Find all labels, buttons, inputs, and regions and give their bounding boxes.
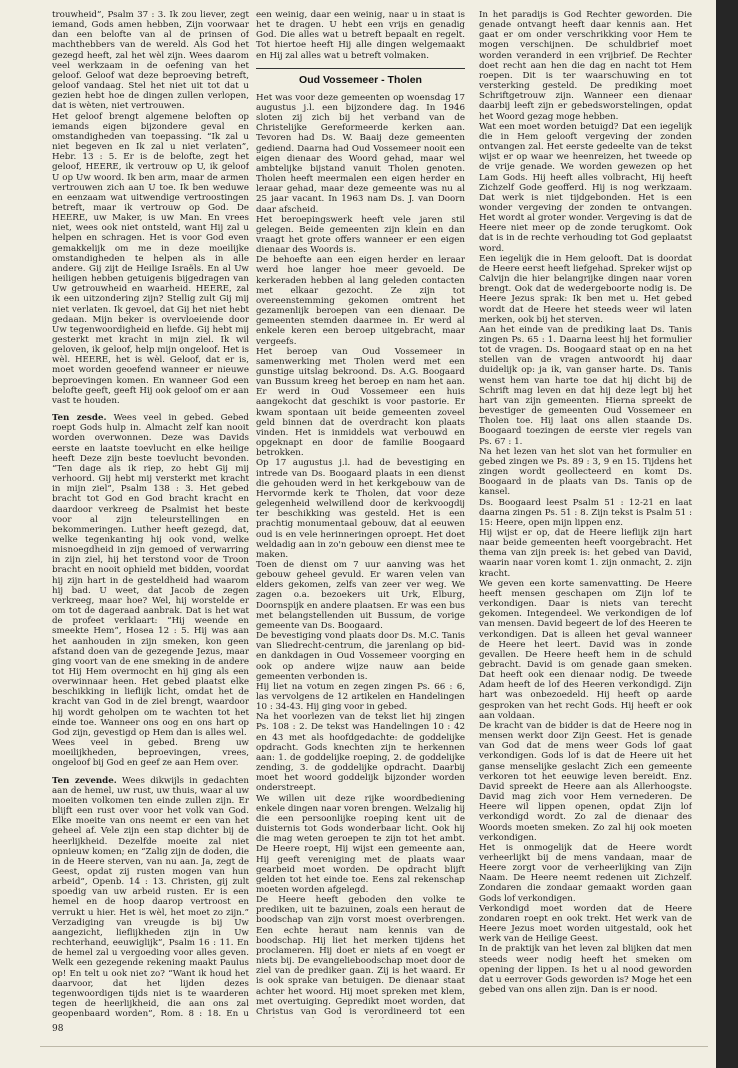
column-middle [256, 10, 465, 1018]
paragraph: Na het voorlezen van de tekst liet hij zingen Ps. 108 : 2. De tekst was Handelingen 10 : 42 en 43 met als hoofdgedachte: de goddelijke opdracht. Gods knechten zijn te herkennen aan: 1. de goddelijke roeping, 2. de goddelijke zending, 3. de goddelijke opdracht. Daarbij moet het woord goddelijk bijzonder worden onderstreept. [256, 712, 465, 794]
paragraph-lead: Ten zesde. [52, 413, 107, 424]
paragraph: In het paradijs is God Rechter geworden. Die genade ontvangt heeft daar kennis aan. Het gaat er om onder verschrikking voor Hem te mogen verschijnen. De schuldbrief moet worden veranderd in een vrijbrief. De Rechter doet recht aan hen die dag en nacht tot Hem roepen. Dit is ter waarschuwing en tot versterking gesteld. De prediking moet Schriftgetrouw zijn. Wanneer een dienaar daarbij leeft zijn er gebedsworstelingen, opdat het Woord gezag moge hebben. [479, 10, 692, 122]
paragraph-ten-zevende [52, 776, 249, 1018]
paragraph: Het beroep van Oud Vossemeer in samenwerking met Tholen werd met een gunstige uitslag bekroond. Ds. A.G. Boogaard van Bussum kreeg het beroep en nam het aan. Er werd in Oud Vossemeer een huis aangekocht dat geschikt is voor pastorie. Er kwam spontaan uit beide gemeenten zoveel geld binnen dat de overdracht kon plaats vinden. Het is inmiddels wat verbouwd en opgeknapt en door de familie Boogaard betrokken. [256, 346, 465, 459]
section-divider [256, 68, 465, 69]
paragraph-text: Wees veel in gebed. Gebed roept Gods hulp in. Almacht zelf kan nooit worden overwonnen. Deze was Davids eerste en laatste toevlucht en elke heilige heeft Deze zijn beste toevlucht bevonden. “Ten dage als ik riep, zo hebt Gij mij verhoord. Gij hebt mij versterkt met kracht in mijn ziel”, Psalm 138 : 3. Het gebed bracht tot God en God bracht kracht en daardoor verkreeg de Psalmist het beste voor al zijn teleurstellingen en bekommeringen. Luther heeft gezegd, dat, welke tegenkanting hij ook vond, welke misnoegdheid in zijn gemoed of verwarring in zijn ziel, hij het terstond voor de Troon bracht en nooit ophield met bidden, voordat hij zijn hart in de gesteldheid had waarom hij bad. U weet, dat Jacob de zegen verkreeg, maar hoe? Wel, hij worstelde er om tot de dageraad aanbrak. Dat is het wat de profeet verklaart: “Hij weende en smeekte Hem”, Hosea 12 : 5. Hij was aan het aanhouden in zijn smeken, kon geen afstand doen van de gezegende Jezus, maar ging voort van de ene smeking in de andere tot Hij Hem overmocht en hij ging als een overwinnaar heen. Het gebed plaatst elke beschikking in lieflijk licht, omdat het de kracht van God in de ziel brengt, waardoor hij wordt geholpen om te wachten tot het einde toe. Wanneer ons oog en ons hart op God zijn, gevestigd op Hem dan is alles wel. [52, 413, 249, 738]
paragraph: Wees veel in gebed. Breng uw moeilijkheden, beproevingen, vrees, ongeloof bij God en geef ze aan Hem over. [52, 738, 249, 769]
paragraph: De kracht van de bidder is dat de Heere nog in mensen werkt door Zijn Geest. Het is genade van God dat de mens weer Gods lof gaat verkondigen. Gods lof is dat de Heere uit het ganse menselijke geslacht Zich een gemeente verkoren tot het eeuwige leven bereidt. Enz. David spreekt de Heere aan als Allerhoogste. David mag zich voor Hem vernederen. De Heere wil lippen openen, opdat Zijn lof verkondigd wordt. Zo zal de dienaar des Woords moeten smeken. Zo zal hij ook moeten verkondigen. [479, 720, 692, 843]
paragraph: De bevestiging vond plaats door Ds. M.C. Tanis van Sliedrecht-centrum, die jarenlang op bid- en dankdagen in Oud Vossemeer voorging en ook op andere wijze nauw aan beide gemeenten verbonden is. [256, 631, 465, 682]
paragraph: Wat een moet worden betuigd? Dat een iegelijk die in Hem gelooft vergeving der zonden ontvangen zal. Het eerste gedeelte van de tekst wijst er op waar we heenreizen, het tweede op de vrije genade. We worden gewezen op het Lam Gods. Hij heeft alles volbracht, Hij heeft Zichzelf Gode geofferd. Hij is nog werkzaam. Dat werk is niet tijdgebonden. Het is een wonder vergeving der zonden te ontvangen. Het wordt al groter wonder. Vergeving is dat de Heere niet meer op de zonde terugkomt. Ook dat is in de rechte verhouding tot God geplaatst word. [479, 121, 692, 254]
paragraph: Het beroepingswerk heeft vele jaren stil gelegen. Beide gemeenten zijn klein en dan vraagt het grote offers wanneer er een eigen dienaar des Woords is. [256, 214, 465, 256]
paragraph: Toen de dienst om 7 uur aanving was het gebouw geheel gevuld. Er waren velen van elders gekomen, zelfs van zeer ver weg. We zagen o.a. bezoekers uit Urk, Elburg, Doornspijk en andere plaatsen. Er was een bus met belangstellenden uit Bussum, de vorige gemeente van Ds. Boogaard. [256, 559, 465, 631]
paragraph: De behoefte aan een eigen herder en leraar werd hoe langer hoe meer gevoeld. De kerkeraden hebben al lang geleden contacten met elkaar gezocht. Ze zijn tot overeenstemming gekomen omtrent het gezamenlijk beroepen van een dienaar. De gemeenten stemden daarmee in. Er werd al enkele keren een beroep uitgebracht, maar vergeefs. [256, 255, 465, 347]
column-right [479, 10, 692, 1018]
bottom-rule [40, 1046, 708, 1047]
paragraph: trouwheid”, Psalm 37 : 3. Ik zou liever, zegt iemand, Gods amen hebben, Zijn voorwaar dan een belofte van al de prinsen of machthebbers van de wereld. Als God het gezegd heeft, zal het wèl zijn. Wees daarom veel werkzaam in de oefening van het geloof. Geloof wat deze beproeving betreft, geloof vandaag. Stel het niet uit tot dat u gezien hebt hoe de dingen zullen verlopen, dat is wèten, niet vertrouwen. [52, 10, 249, 112]
binding-edge [716, 0, 738, 1068]
paragraph: Het is onmogelijk dat de Heere wordt verheerlijkt bij de mens vandaan, maar de Heere zorgt voor de verheerlijking van Zijn Naam. De Heere neemt redenen uit Zichzelf. Zondaren die zondaar gemaakt worden gaan Gods lof verkondigen. [479, 842, 692, 904]
paragraph: Aan het einde van de prediking laat Ds. Tanis zingen Ps. 65 : 1. Daarna leest hij het formulier tot de vragen. Ds. Boogaard staat op en na het stellen van de vragen antwoordt hij daar duidelijk op: ja ik, van ganser harte. Ds. Tanis wenst hem van harte toe dat hij dicht bij de Schrift mag leven en dat hij deze legt bij het hart van zijn gemeenten. Hierna spreekt de bevestiger de gemeenten Oud Vossemeer en Tholen toe. Hij laat ons allen staande Ds. Boogaard toezingen de eerste vier regels van Ps. 67 : 1. [479, 324, 692, 447]
column-left [52, 10, 249, 1018]
paragraph: Na het lezen van het slot van het formulier en gebed zingen we Ps. 89 : 3, 9 en 15. Tijdens het zingen wordt geollecteerd en komt Ds. Boogaard in de plaats van Ds. Tanis op de kansel. [479, 446, 692, 498]
paragraph: In de praktijk van het leven zal blijken dat men steeds weer nodig heeft het smeken om opening der lippen. Is het u al nood geworden dat u eerrover Gods geworden is? Moge het een gebed van ons allen zijn. Dan is er nood. [479, 944, 692, 995]
paragraph-text: Wees dikwijls in gedachten aan de hemel, uw rust, uw thuis, waar al uw moeiten volkomen ten einde zullen zijn. Er blijft een rust over voor het volk van God. Elke moeite van ons neemt er een van het geheel af. Vele zijn een stap dichter bij de heerlijkheid. Dezelfde moeite zal niet opnieuw komen; en “Zalig zijn de doden, die in de Heere sterven, van nu aan. Ja, zegt de Geest, opdat zij rusten mogen van hun arbeid”, Openb. 14 : 13. Christen, gij zult spoedig van uw arbeid rusten. Er is een hemel en de hoop daarop vertroost en verrukt u hier. Het is wèl, het moet zo zijn.” Verzadiging van vreugde is bij Uw aangezicht, lieflijkheden zijn in Uw rechterhand, eeuwiglijk”, Psalm 16 : 11. En de hemel zal u vergoeding voor alles geven. Welk een gezegende rekening maakt Paulus op! En telt u ook niet zo? “Want ik houd het daarvoor, dat het lijden dezes tegenwoordigen tijds niet is te waarderen tegen de heerlijkheid, die aan ons zal geopenbaard worden”, Rom. 8 : 18. En u [52, 775, 249, 1018]
paragraph: De Heere heeft geboden den volke te prediken, uit te bazuinen, zoals een heraut de boodschap van zijn vorst moest overbrengen. Een echte heraut nam kennis van de boodschap. Hij liet het merken tijdens het proclameren. Hij doet er niets af en voegt er niets bij. De evangelieboodschap moet door de ziel van de prediker gaan. Zij is het waard. Er is ook sprake van betuigen. De dienaar staat achter het woord. Hij moet spreken met klem, met overtuiging. Gepredikt moet worden, dat Christus van God is verordineerd tot een [256, 895, 465, 1017]
paragraph: Een iegelijk die in Hem gelooft. Dat is doordat de Heere eerst heeft liefgehad. Spreker wijst op Calvijn die hier belangrijke dingen naar voren brengt. Ook dat de wedergeboorte nodig is. De Heere Jezus sprak: Ik ben met u. Het gebed wordt dat de Heere het steeds weer wil laten merken, ook bij het sterven. [479, 253, 692, 325]
paragraph: Hij wijst er op, dat de Heere lieflijk zijn hart naar beide gemeenten heeft voorgebracht. Het thema van zijn preek is: het gebed van David, waarin naar voren komt 1. zijn onmacht, 2. zijn kracht. [479, 527, 692, 579]
paragraph: Het geloof brengt algemene beloften op iemands eigen bijzondere geval en omstandigheden van toepassing. “Ik zal u niet begeven en Ik zal u niet verlaten”, Hebr. 13 : 5. Er is de belofte, zegt het geloof, HEERE, ik vertrouw op U, ik geloof U op Uw woord. Ik ben arm, maar de armen vertrouwen zich aan U toe. Ik ben weduwe en eenzaam wat uitwendige vertroostingen betreft, maar ik vertrouw op God. De HEERE, uw Maker, is uw Man. En vrees niet, wees ook niet ontsteld, want Hij zal u helpen en schragen. Het is voor God even gemakkelijk om me in deze moeilijke omstandigheden te helpen als in alle andere. Gij zijt de Heilige Israëls. En al Uw heiligen hebben getuigenis bijgedragen van Uw getrouwheid en waarheid. HEERE, zal ik een uitzondering zijn? Stellig zult Gij mij niet verlaten. Ik gevoel, dat Gij het niet hebt gedaan. Mijn beker is overvloeiende door Uw tegenwoordigheid en liefde. Gij hebt mij gesterkt met kracht in mijn ziel. Ik wil geloven, ik geloof, help mijn ongeloof. Het is wèl. HEERE, het is wèl. Geloof, dat er is, moet worden geoefend wanneer er nieuwe beproevingen komen. En wanneer God een belofte geeft, geeft Hij ook geloof om er aan vast te houden. [52, 111, 249, 406]
paragraph: We geven een korte samenvatting. De Heere heeft mensen geschapen om Zijn lof te verkondigen. Daar is niets van terecht gekomen. Integendeel. We verkondigen de lof van mensen. David begeert de lof des Heeren te verkondigen. Dat is alleen het geval wanneer de Heere het leert. David was in zonde gevallen. De Heere heeft hem in de schuld gebracht. David is om genade gaan smeken. Dat heeft ook een dienaar nodig. De tweede Adam heeft de lof des Heeren verkondigd. Zijn hart was onbezoedeld. Hij heeft op aarde gesproken van het recht Gods. Hij heeft er ook aan voldaan. [479, 578, 692, 721]
paragraph-ten-zesde [52, 413, 249, 738]
paragraph-lead: Ten zevende. [52, 775, 117, 786]
page-number: 98 [52, 1024, 64, 1034]
paragraph: Verkondigd moet worden dat de Heere zondaren roept en ook trekt. Het werk van de Heere Jezus moet worden uitgestald, ook het werk van de Heilige Geest. [479, 903, 692, 945]
section-title: Oud Vossemeer - Tholen [299, 73, 422, 86]
paragraph: We willen uit deze rijke woordbediening enkele dingen naar voren brengen. Welzalig hij die een persoonlijke roeping kent uit de duisternis tot Gods wonderbaar licht. Ook hij die mag weten geroepen te zijn tot het ambt. De Heere roept, Hij wijst een gemeente aan, Hij geeft vereniging met de plaats waar gearbeid moet worden. De opdracht blijft gelden tot het einde toe. Eens zal rekenschap moeten worden afgelegd. [256, 793, 465, 895]
paragraph: Hij liet na votum en zegen zingen Ps. 66 : 6, las vervolgens de 12 artikelen en Handelingen 10 : 34-43. Hij ging voor in gebed. [256, 681, 465, 713]
paragraph: Op 17 augustus j.l. had de bevestiging en intrede van Ds. Boogaard plaats in een dienst die gehouden werd in het kerkgebouw van de Hervormde kerk te Tholen, dat voor deze gelegenheid welwillend door de kerkvoogdij ter beschikking was gesteld. Het is een prachtig monumentaal gebouw, dat al eeuwen oud is en vele herinneringen oproept. Het doet weldadig aan in zo'n gebouw een dienst mee te maken. [256, 458, 465, 560]
paragraph: een weinig, daar een weinig, naar u in staat is het te dragen. U hebt een vrijs en genadig God. Die alles wat u betreft bepaalt en regelt. Tot hiertoe heeft Hij alle dingen welgemaakt en Hij zal alles wat u betreft volmaken. [256, 10, 465, 61]
paragraph: Het was voor deze gemeenten op woensdag 17 augustus j.l. een bijzondere dag. In 1946 sloten zij zich bij het verband van de Christelijke Gereformeerde kerken aan. Tevoren had Ds. W. Baaij deze gemeenten gediend. Daarna had Oud Vossemeer nooit een eigen dienaar des Woord gehad, maar wel ambtelijke bijstand vanuit Tholen genoten. Tholen heeft meermalen een eigen herder en leraar gehad, maar deze gemeente was nu al 25 jaar vacant. In 1963 nam Ds. J. van Doorn daar afscheid. [256, 92, 465, 215]
paragraph: Ds. Boogaard leest Psalm 51 : 12-21 en laat daarna zingen Ps. 51 : 8. Zijn tekst is Psalm 51 : 15: Heere, open mijn lippen enz. [479, 497, 692, 528]
